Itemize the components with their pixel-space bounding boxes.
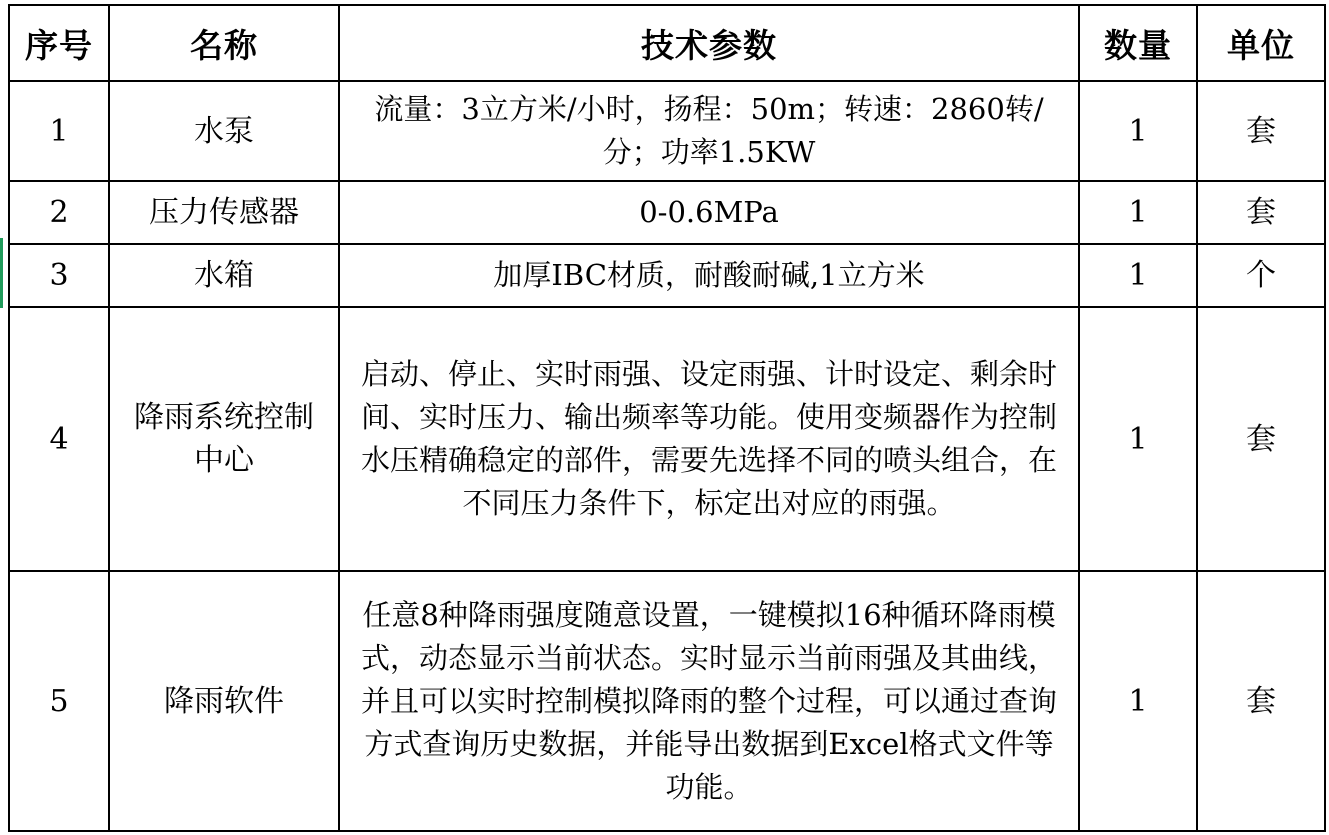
cell-qty[interactable]: 1 <box>1079 81 1197 181</box>
header-name: 名称 <box>109 5 339 81</box>
cell-qty[interactable]: 1 <box>1079 244 1197 307</box>
cell-selection-edge <box>0 238 3 308</box>
cell-spec[interactable]: 流量：3立方米/小时，扬程：50m；转速：2860转/分；功率1.5KW <box>339 81 1079 181</box>
equipment-table <box>8 4 1326 832</box>
cell-unit[interactable]: 套 <box>1197 571 1325 831</box>
table-row <box>9 181 1325 244</box>
header-row <box>9 5 1325 81</box>
cell-qty[interactable]: 1 <box>1079 181 1197 244</box>
cell-unit[interactable]: 个 <box>1197 244 1325 307</box>
header-qty: 数量 <box>1079 5 1197 81</box>
cell-index[interactable]: 1 <box>9 81 109 181</box>
cell-name[interactable]: 降雨系统控制中心 <box>109 307 339 571</box>
table-row <box>9 81 1325 181</box>
cell-name[interactable]: 降雨软件 <box>109 571 339 831</box>
cell-index[interactable]: 4 <box>9 307 109 571</box>
cell-index[interactable]: 2 <box>9 181 109 244</box>
cell-qty[interactable]: 1 <box>1079 307 1197 571</box>
cell-index[interactable]: 3 <box>9 244 109 307</box>
equipment-table-sheet <box>8 4 1324 835</box>
cell-name[interactable]: 水泵 <box>109 81 339 181</box>
cell-unit[interactable]: 套 <box>1197 181 1325 244</box>
cell-name[interactable]: 压力传感器 <box>109 181 339 244</box>
header-unit: 单位 <box>1197 5 1325 81</box>
cell-unit[interactable]: 套 <box>1197 81 1325 181</box>
cell-qty[interactable]: 1 <box>1079 571 1197 831</box>
cell-spec[interactable]: 启动、停止、实时雨强、设定雨强、计时设定、剩余时间、实时压力、输出频率等功能。使用变频器作为控制水压精确稳定的部件，需要先选择不同的喷头组合，在不同压力条件下，标定出对应的雨强。 <box>339 307 1079 571</box>
header-index: 序号 <box>9 5 109 81</box>
cell-unit[interactable]: 套 <box>1197 307 1325 571</box>
cell-name[interactable]: 水箱 <box>109 244 339 307</box>
table-row <box>9 244 1325 307</box>
header-spec: 技术参数 <box>339 5 1079 81</box>
cell-index[interactable]: 5 <box>9 571 109 831</box>
table-row <box>9 307 1325 571</box>
table-row <box>9 571 1325 831</box>
cell-spec[interactable]: 加厚IBC材质，耐酸耐碱,1立方米 <box>339 244 1079 307</box>
cell-spec[interactable]: 任意8种降雨强度随意设置，一键模拟16种循环降雨模式，动态显示当前状态。实时显示当前雨强及其曲线，并且可以实时控制模拟降雨的整个过程，可以通过查询方式查询历史数据，并能导出数据到Excel格式文件等功能。 <box>339 571 1079 831</box>
cell-spec[interactable]: 0-0.6MPa <box>339 181 1079 244</box>
